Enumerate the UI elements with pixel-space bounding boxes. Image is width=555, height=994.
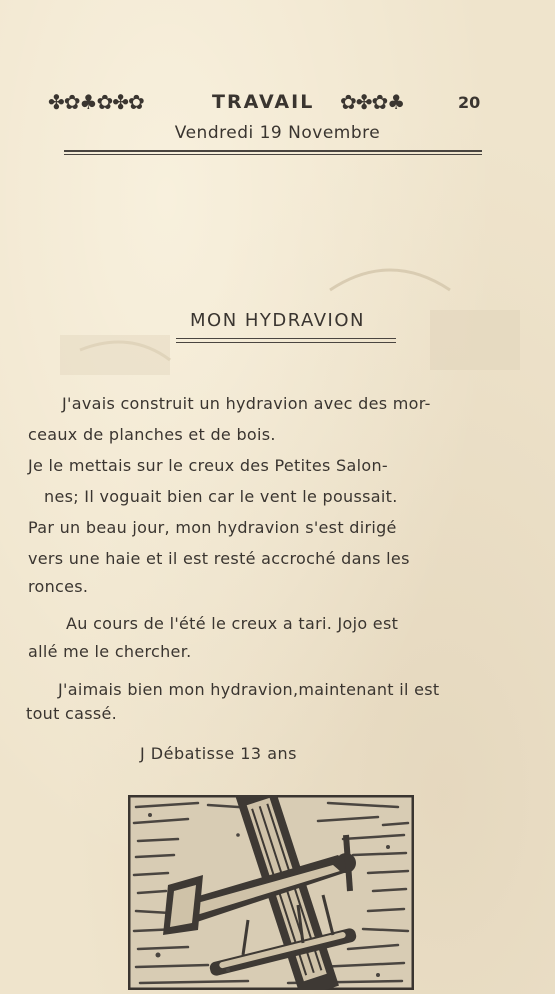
article-line: nes; Il voguait bien car le vent le poussait. xyxy=(44,487,398,506)
author-signature: J Débatisse 13 ans xyxy=(140,744,297,763)
header-row xyxy=(48,90,488,118)
header-divider xyxy=(64,150,482,152)
title-underline xyxy=(176,338,396,339)
article-line: ronces. xyxy=(28,577,89,596)
article-line: Au cours de l'été le creux a tari. Jojo est xyxy=(66,614,399,633)
article-line: Je le mettais sur le creux des Petites Salon- xyxy=(28,456,388,475)
article-line: J'avais construit un hydravion avec des mor- xyxy=(62,394,431,413)
hydravion-linocut-icon xyxy=(128,795,414,990)
article-line: allé me le chercher. xyxy=(28,642,192,661)
article-line: J'aimais bien mon hydravion,maintenant il est xyxy=(58,680,440,699)
article-title: MON HYDRAVION xyxy=(190,310,365,331)
page-number: 20 xyxy=(458,93,481,112)
article-line: ceaux de planches et de bois. xyxy=(28,425,276,444)
article-line: tout cassé. xyxy=(26,704,118,723)
header-divider-thin xyxy=(64,154,482,155)
title-underline-second xyxy=(176,342,396,343)
right-ornament-icon: ✿✤✿♣ xyxy=(340,90,405,114)
article-line: Par un beau jour, mon hydravion s'est dirigé xyxy=(28,518,397,537)
journal-title: TRAVAIL xyxy=(212,91,315,113)
left-ornament-icon: ✤✿♣✿✤✿ xyxy=(48,90,144,114)
article-line: vers une haie et il est resté accroché dans les xyxy=(28,549,410,568)
issue-date: Vendredi 19 Novembre xyxy=(174,123,381,143)
